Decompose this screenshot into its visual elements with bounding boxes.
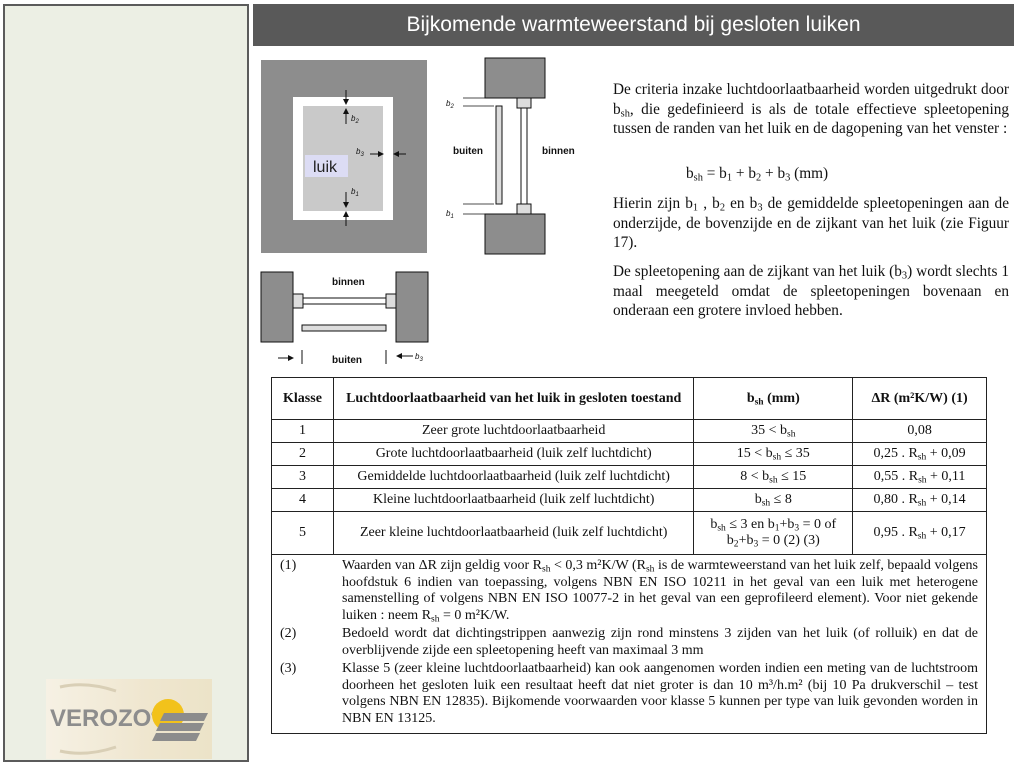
verozo-logo [46,679,212,759]
shutter-gap-diagram [258,54,580,372]
table-row: 4 Kleine luchtdoorlaatbaarheid (luik zelf luchtdicht) $b_{sh} \le 8$ 0,80 . $R_{sh} + 0,14$ [272,489,987,512]
table-row: 1 Zeer grote luchtdoorlaatbaarheid $35 < b_{sh}$ 0,08 [272,420,987,443]
logo-text: VEROZO [50,705,152,732]
svg-text:b2: $b_2$ [351,114,359,125]
paragraph-definition: Hierin zijn $b_1$ , $b_2$ en $b_3$ de gemiddelde spleetopeningen aan de onderzijde, de bovenzijde en de zijkant van het luik (zie Figuur 17). [613,195,1009,251]
table-row: 5 Zeer kleine luchtdoorlaatbaarheid (luik zelf luchtdicht) $b_{sh} \le 3$ en $b_1+b_3 = 0$ of $b_2+b_3 = 0$ (2) (3) 0,95 . $R_{sh} + 0,17$ [272,512,987,555]
table-row: 2 Grote luchtdoorlaatbaarheid (luik zelf luchtdicht) $15 < b_{sh} \le 35$ 0,25 . $R_{sh} + 0,09$ [272,443,987,466]
table-row: 3 Gemiddelde luchtdoorlaatbaarheid (luik zelf luchtdicht) $8 < b_{sh} \le 15$ 0,55 . $R_{sh} + 0,11$ [272,466,987,489]
table-header-row [272,378,987,420]
svg-text:buiten: buiten [332,355,362,366]
formula: $b_{sh} = b_1 + b_2 + b_3$ (mm) [686,165,829,184]
table-notes [272,555,987,734]
paragraph-criteria: De criteria inzake luchtdoorlaatbaarheid worden uitgedrukt door $b_{sh}$, die gedefinieerd is als de totale effectieve spleetopening tussen de randen van het luik en de dagopening van het venster : [613,81,1009,137]
svg-text:buiten: buiten [453,146,483,157]
svg-text:b3: $b_3$ [415,352,423,363]
paragraph-side-gap: De spleetopening aan de zijkant van het luik $(b_3)$ wordt slechts 1 maal meegeteld omdat de spleetopeningen bovenaan en onderaan een grotere invloed hebben. [613,263,1009,319]
airtightness-table [271,377,987,734]
table-notes-row [272,555,987,734]
logo-mark-icon [46,679,212,759]
left-panel [3,4,249,762]
note-2: (2) Bedoeld wordt dat dichtingstrippen aanwezig zijn rond minstens 3 zijden van het luik (of rolluik) en dat de overblijvende zijde een spleetopening heeft van maximaal 3 mm [280,626,978,658]
figure-17 [258,54,580,372]
svg-text:b2: $b_2$ [446,99,454,110]
svg-text:binnen: binnen [332,277,365,288]
svg-text:b1: $b_1$ [351,187,359,198]
svg-text:binnen: binnen [542,146,575,157]
svg-text:b1: $b_1$ [446,209,454,220]
header-luchtdoorlaatbaarheid: Luchtdoorlaatbaarheid van het luik in gesloten toestand [333,378,693,420]
header-klasse: Klasse [272,378,334,420]
svg-text:luik: luik [313,159,338,176]
page-title: Bijkomende warmteweerstand bij gesloten luiken [253,4,1014,46]
header-bsh: $b_{sh}$ (mm) [694,378,853,420]
note-3: (3) Klasse 5 (zeer kleine luchtdoorlaatbaarheid) kan ook aangenomen worden indien een meting van de luchtstroom doorheen het gesloten luik een resultaat heeft dat niet groter is dan 10 m³/h.m² (bij 10 Pa drukverschil – test volgens NBN EN 12835). Bijkomende voorwaarden voor klasse 5 kunnen per type van luik gevonden worden in NBN EN 13125. [280,661,978,726]
note-1: (1) Waarden van ΔR zijn geldig voor $R_{sh} < 0,3$ m²K/W ($R_{sh}$ is de warmteweerstand van het luik zelf, bepaald volgens hoofdstuk 6 indien van toepassing, volgens NBN EN ISO 10211 in het geval van een luik met heterogene samenstelling of volgens NBN EN ISO 10077-2 in het geval van een geprofileerd element). Voor niet gekende luiken : neem $R_{sh} = 0$ m²K/W. [280,558,978,624]
svg-text:b3: $b_3$ [356,147,364,158]
header-delta-r: ΔR (m²K/W) (1) [853,378,987,420]
